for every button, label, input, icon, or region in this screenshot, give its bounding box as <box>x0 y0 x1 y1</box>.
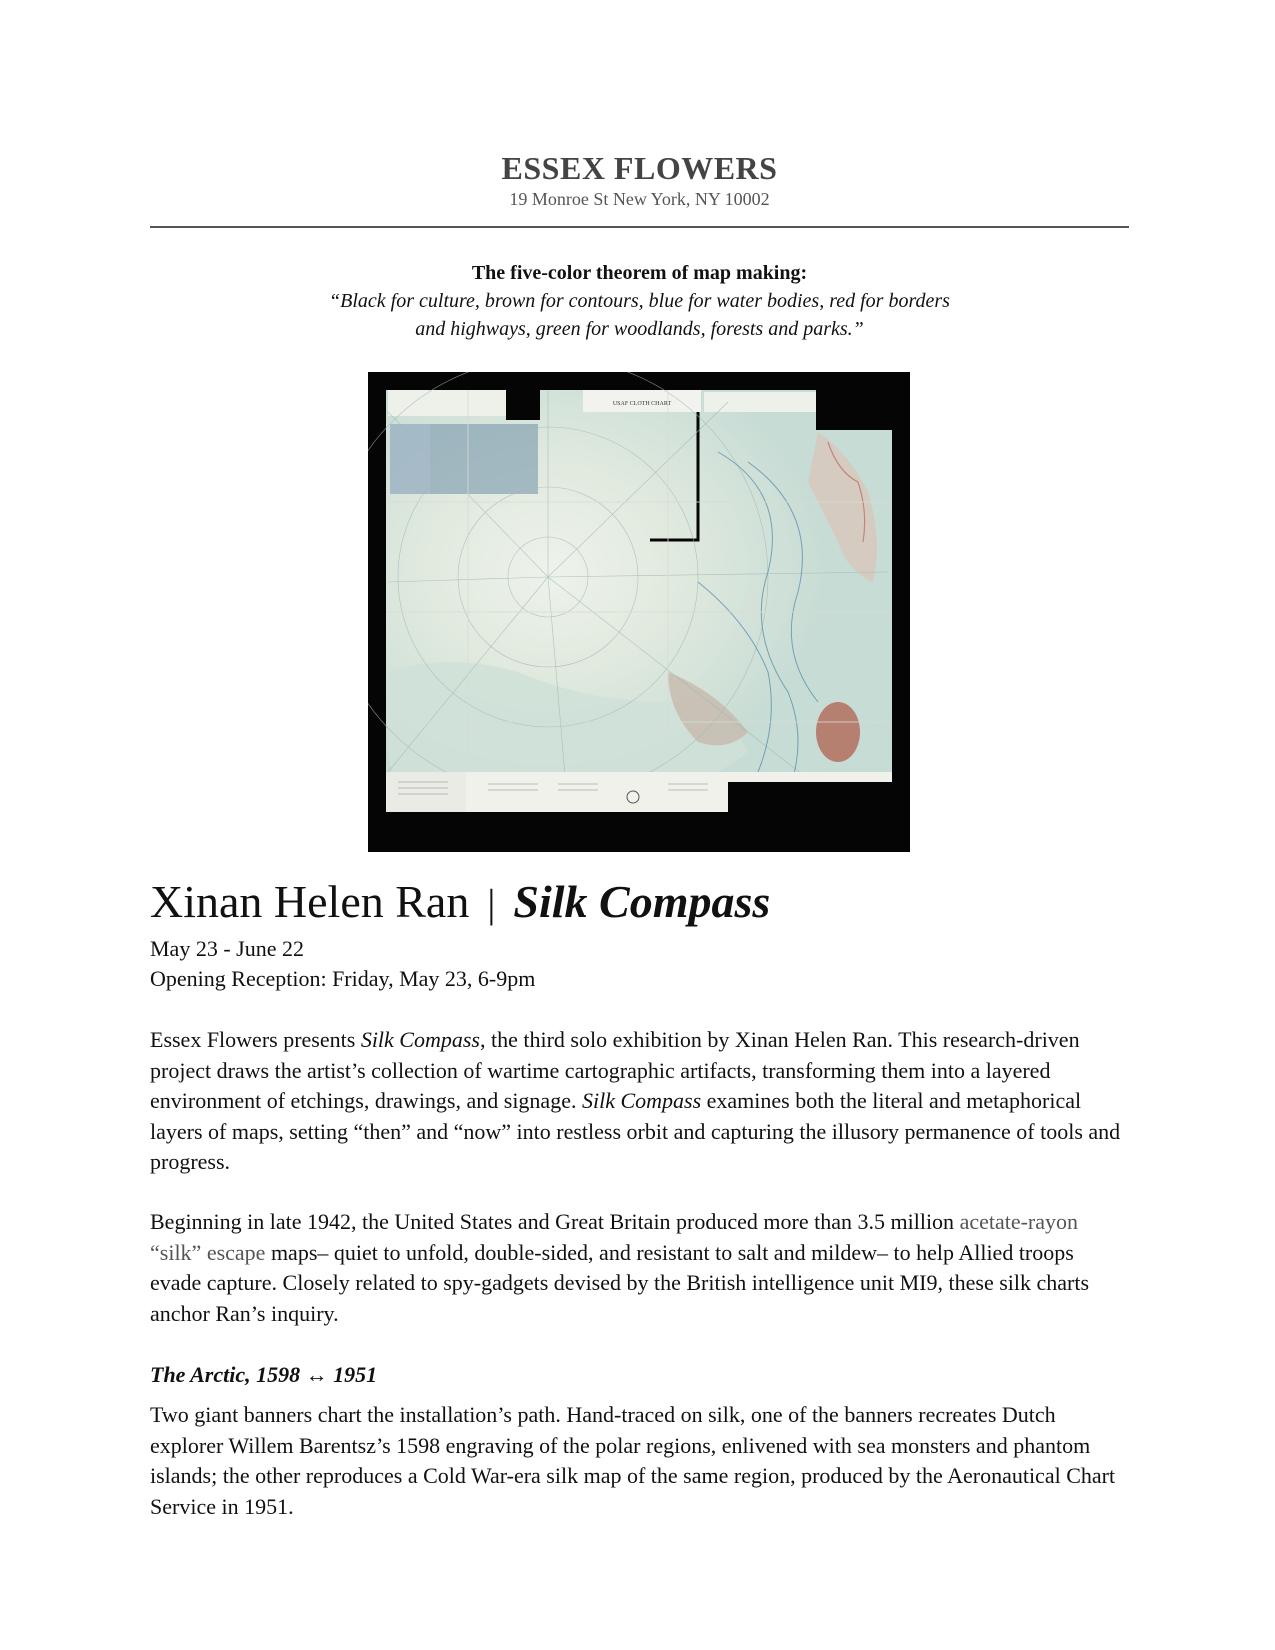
section-heading-arctic: The Arctic, 1598 ↔ 1951 <box>150 1362 378 1387</box>
p1-text-c: examines both the literal and metaphorical layers of maps, setting “then” and “now” into restless orbit and capturing the illusory permanence of tools and progress. <box>150 1088 1121 1174</box>
p1-show-title-2: Silk Compass <box>581 1088 702 1113</box>
silk-map-illustration <box>368 372 910 852</box>
show-title: Silk Compass <box>513 876 771 927</box>
p1-text-b: , the third solo exhibition by Xinan Helen Ran. This research-driven project draws the artist’s collection of wartime cartographic artifacts, transforming them into a layered environment of etchings, drawings, and signage. <box>150 1027 1080 1113</box>
exhibition-title <box>150 872 770 934</box>
epigraph-quote-line-2: and highways, green for woodlands, forests and parks.” <box>415 318 864 340</box>
header-divider <box>150 226 1129 228</box>
body-paragraph-3: Two giant banners chart the installation’s path. Hand-traced on silk, one of the banners recreates Dutch explorer Willem Barentsz’s 1598 engraving of the polar regions, enlivened with sea monsters and phantom islands; the other reproduces a Cold War-era silk map of the same region, produced by the Aeronautical Chart Service in 1951. <box>150 1402 1116 1519</box>
body-paragraph-1 <box>150 1025 1129 1178</box>
gallery-header <box>150 148 1129 210</box>
epigraph <box>150 259 1129 343</box>
gallery-address: 19 Monroe St New York, NY 10002 <box>509 189 770 209</box>
title-separator: | <box>487 881 496 926</box>
p2-text-muted: acetate-rayon “silk” escape <box>150 1209 1079 1265</box>
date-range: May 23 - June 22 <box>150 936 304 961</box>
epigraph-title: The five-color theorem of map making: <box>471 262 808 284</box>
exhibition-map-image <box>368 372 910 852</box>
artist-name: Xinan Helen Ran <box>150 876 470 927</box>
chart-sheet-label: USAF CLOTH CHART <box>612 401 672 407</box>
p1-show-title-1: Silk Compass <box>360 1027 480 1052</box>
p2-text-a: Beginning in late 1942, the United States and Great Britain produced more than 3.5 million <box>150 1209 960 1234</box>
p1-text-a: Essex Flowers presents <box>150 1027 361 1052</box>
epigraph-quote-line-1: “Black for culture, brown for contours, blue for water bodies, red for borders <box>329 290 950 312</box>
gallery-name: ESSEX FLOWERS <box>501 150 778 186</box>
opening-reception: Opening Reception: Friday, May 23, 6-9pm <box>150 966 536 991</box>
body-paragraph-2 <box>150 1207 1129 1329</box>
press-release-page <box>150 0 1129 1650</box>
p2-text-b: maps– quiet to unfold, double-sided, and resistant to salt and mildew– to help Allied troops evade capture. Closely related to spy-gadgets devised by the British intelligence unit MI9, these silk charts anchor Ran’s inquiry. <box>150 1239 1090 1326</box>
exhibition-dates <box>150 934 535 994</box>
